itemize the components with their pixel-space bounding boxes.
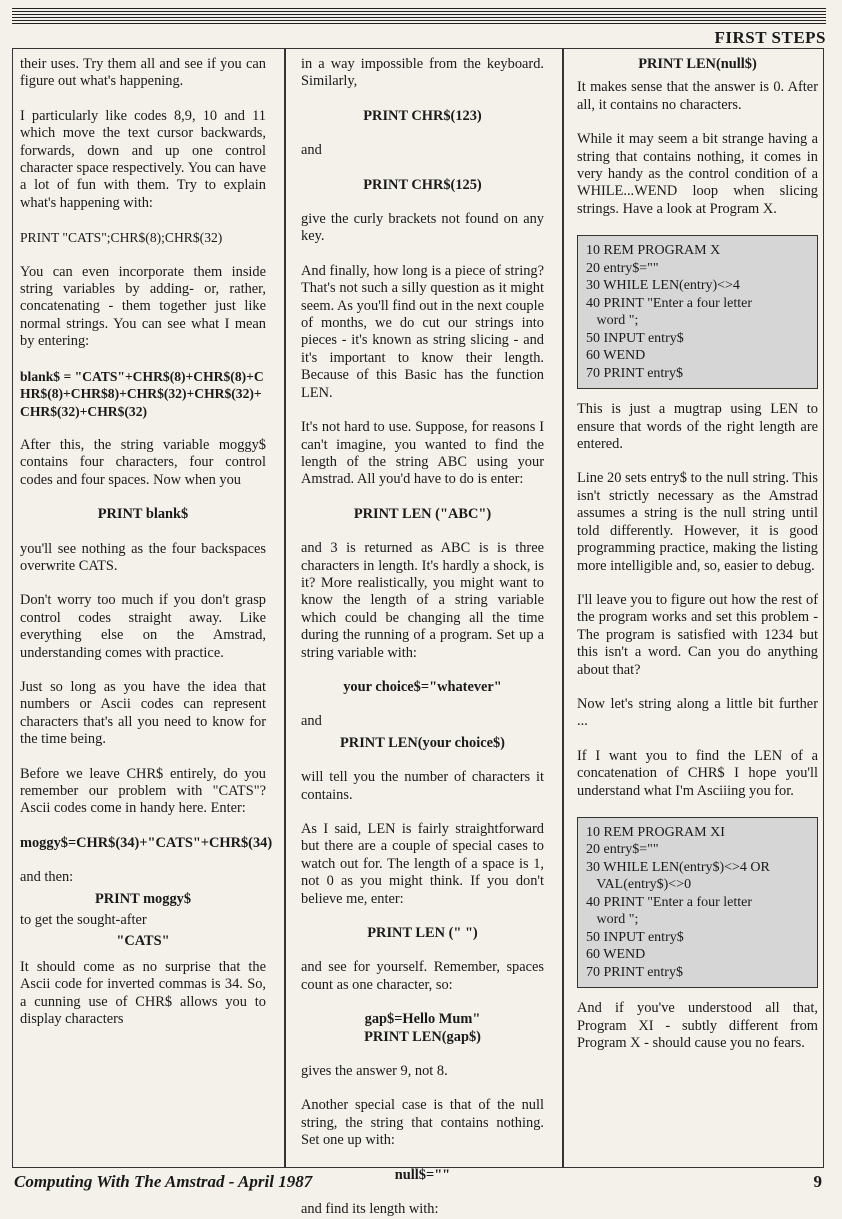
- listing-line: 60 WEND: [586, 348, 646, 364]
- paragraph: While it may seem a bit strange having a string that contains nothing, it comes in very handy as the control condition of a WHILE...WEND loop when slicing strings. Have a look at Program X.: [577, 131, 818, 217]
- section-title: FIRST STEPS: [714, 28, 826, 47]
- listing-line: 40 PRINT "Enter a four letter: [586, 894, 753, 910]
- code-line: gap$=Hello Mum": [364, 1011, 481, 1028]
- paragraph: Just so long as you have the idea that numbers or Ascii codes can represent characters that's all you need to know for the time being.: [20, 678, 266, 748]
- code-line: null$="": [394, 1166, 451, 1183]
- paragraph: their uses. Try them all and see if you can figure out what's happening.: [20, 56, 266, 90]
- listing-line: 10 REM PROGRAM XI: [586, 824, 725, 840]
- header-stripes: [12, 8, 826, 26]
- paragraph: you'll see nothing as the four backspaces overwrite CATS.: [20, 540, 266, 574]
- paragraph: I'll leave you to figure out how the rest of the program works and set this problem - The program is satisfied with 1234 but this isn't a word. Can you do anything about that?: [577, 591, 818, 678]
- code-line: PRINT LEN(null$): [638, 56, 757, 72]
- paragraph: Another special case is that of the null string, the string that contains nothing. Set one up with:: [301, 1097, 544, 1149]
- paragraph: gives the answer 9, not 8.: [301, 1063, 448, 1080]
- listing-line: 30 WHILE LEN(entry$)<>4 OR: [586, 859, 770, 875]
- listing-line: 20 entry$="": [586, 260, 659, 276]
- paragraph: give the curly brackets not found on any key.: [301, 211, 544, 245]
- code-line: "CATS": [116, 933, 170, 950]
- page-number: 9: [813, 1172, 822, 1191]
- listing-line: 10 REM PROGRAM X: [586, 243, 721, 259]
- code-line: moggy$=CHR$(34)+"CATS"+CHR$(34): [20, 834, 273, 851]
- paragraph: This is just a mugtrap using LEN to ensure that words of the right length are entered.: [577, 401, 818, 453]
- listing-line: 50 INPUT entry$: [586, 929, 684, 945]
- paragraph: It's not hard to use. Suppose, for reasons I can't imagine, you wanted to find the length of the string ABC using your Amstrad. All you'd have to do is enter:: [301, 419, 544, 488]
- code-line: PRINT LEN(gap$): [364, 1028, 481, 1045]
- paragraph: and then:: [20, 869, 74, 886]
- paragraph: It should come as no surprise that the Ascii code for inverted commas is 34. So, a cunning use of CHR$ allows you to display characters: [20, 958, 266, 1028]
- paragraph: will tell you the number of characters it contains.: [301, 769, 544, 803]
- paragraph: You can even incorporate them inside string variables by adding- or, rather, concatenating - them together just like normal strings. You can see what I mean by entering:: [20, 263, 266, 350]
- code-line: PRINT "CATS";CHR$(8);CHR$(32): [20, 230, 223, 246]
- paragraph: and: [301, 142, 322, 159]
- column-2: [301, 56, 544, 1218]
- paragraph: and see for yourself. Remember, spaces count as one character, so:: [301, 959, 544, 993]
- code-line: PRINT CHR$(123): [363, 107, 482, 124]
- column-divider: [562, 48, 564, 1168]
- listing-line: 60 WEND: [586, 947, 646, 963]
- listing-line: 70 PRINT entry$: [586, 365, 683, 381]
- listing-line: 30 WHILE LEN(entry)<>4: [586, 278, 740, 294]
- listing-line: 40 PRINT "Enter a four letter: [586, 295, 753, 311]
- paragraph: Line 20 sets entry$ to the null string. This isn't strictly necessary as the Amstrad assumes a string is the null string until told differently. However, it is good programming practice, making the listing more intelligible and, so, easier to debug.: [577, 470, 818, 574]
- paragraph: and 3 is returned as ABC is is three characters in length. It's hardly a shock, is it? More realistically, you might want to know the length of a string variable which could be changing all the time during the running of a program. Set up a string variable with:: [301, 540, 544, 661]
- code-line: PRINT moggy$: [94, 890, 192, 907]
- paragraph: And if you've understood all that, Program XI - subtly different from Program X - should cause you no fears.: [577, 1000, 818, 1052]
- program-listing-xi: [577, 817, 818, 989]
- listing-line: 20 entry$="": [586, 842, 659, 858]
- paragraph: Before we leave CHR$ entirely, do you remember our problem with "CATS"? Ascii codes come in handy here. Enter:: [20, 765, 266, 817]
- code-line: PRINT LEN (" "): [367, 925, 478, 942]
- code-line: PRINT CHR$(125): [363, 176, 482, 193]
- paragraph: and: [301, 713, 322, 730]
- listing-line: 70 PRINT entry$: [586, 964, 683, 980]
- paragraph: As I said, LEN is fairly straightforward but there are a couple of special cases to watch out for. The length of a space is 1, not 0 as you might think. If you don't believe me, enter:: [301, 821, 544, 907]
- listing-line: VAL(entry$)<>0: [586, 877, 692, 893]
- paragraph: Don't worry too much if you don't grasp control codes straight away. Like everything else on the Amstrad, understanding comes with practice.: [20, 592, 266, 661]
- paragraph: If I want you to find the LEN of a concatenation of CHR$ I hope you'll understand what I'm Asciiing you for.: [577, 747, 818, 799]
- paragraph: After this, the string variable moggy$ contains four characters, four control codes and four spaces. Now when you: [20, 436, 266, 488]
- column-1: [20, 56, 273, 1166]
- code-line: PRINT LEN(your choice$): [340, 734, 505, 751]
- paragraph: Now let's string along a little bit further ...: [577, 695, 818, 730]
- column-3: [577, 56, 818, 1166]
- column-divider: [284, 48, 286, 1168]
- paragraph: and find its length with:: [301, 1201, 439, 1218]
- code-line: blank$ = "CATS"+CHR$(8)+CHR$(8)+CHR$(8)+CHR$8)+CHR$(32)+CHR$(32)+CHR$(32)+CHR$(32): [20, 368, 264, 419]
- paragraph: I particularly like codes 8,9, 10 and 11 which move the text cursor backwards, forwards, down and up one control character space respectively. You can have a lot of fun with them. Try to explain what's happening with:: [20, 107, 266, 211]
- paragraph: It makes sense that the answer is 0. After all, it contains no characters.: [577, 79, 818, 113]
- paragraph: And finally, how long is a piece of string? That's not such a silly question as it might seem. As you'll find out in the next couple of months, we do cut our strings into pieces - it's known as string slicing - and it's important to know their length. Because of this Basic has the function LEN.: [301, 262, 544, 401]
- paragraph: in a way impossible from the keyboard. Similarly,: [301, 56, 544, 90]
- code-line: your choice$="whatever": [343, 678, 502, 695]
- paragraph: to get the sought-after: [20, 912, 147, 929]
- listing-line: word ";: [586, 313, 639, 329]
- code-line: PRINT LEN ("ABC"): [353, 505, 492, 522]
- code-line: PRINT blank$: [97, 506, 189, 523]
- listing-line: 50 INPUT entry$: [586, 330, 684, 346]
- listing-line: word ";: [586, 912, 639, 928]
- publication-footer: Computing With The Amstrad - April 1987: [14, 1172, 313, 1191]
- program-listing-x: [577, 235, 818, 389]
